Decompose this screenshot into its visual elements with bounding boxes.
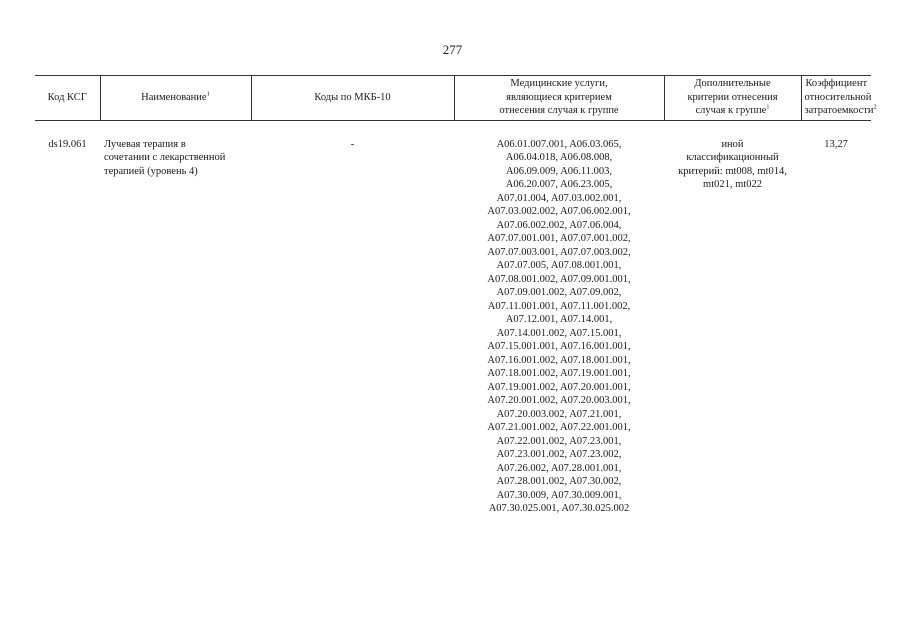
footnote-marker: 1 bbox=[206, 90, 210, 97]
service-line: A07.19.001.002, A07.20.001.001, bbox=[487, 381, 631, 393]
service-line: A07.09.001.002, A07.09.002, bbox=[496, 287, 622, 298]
name-line: терапией (уровень 4) bbox=[104, 165, 198, 177]
mkb-codes-cell: - bbox=[350, 138, 355, 150]
service-line: A07.14.001.002, A07.15.001, bbox=[496, 327, 622, 339]
service-line: A06.09.009, A06.11.003, bbox=[505, 165, 613, 177]
ksg-name-cell bbox=[100, 120, 251, 516]
service-line: A07.30.009, A07.30.009.001, bbox=[496, 489, 622, 501]
footnote-marker: 1 bbox=[766, 103, 770, 111]
additional-criteria-cell bbox=[664, 120, 801, 516]
service-line: A07.21.001.002, A07.22.001.001, bbox=[487, 422, 631, 433]
service-line: A07.26.002, A07.28.001.001, bbox=[496, 462, 622, 474]
medical-services-cell bbox=[454, 120, 664, 516]
ksg-table bbox=[35, 75, 877, 516]
header-coefficient: Коэффициент относительной затратоемкости$^2$ bbox=[801, 76, 871, 121]
header-code: Код КСГ bbox=[35, 76, 100, 121]
service-line: A07.12.001, A07.14.001, bbox=[505, 314, 613, 325]
service-line: A06.01.007.001, A06.03.065, bbox=[496, 138, 622, 150]
header-mkb: Коды по МКБ-10 bbox=[251, 76, 454, 121]
coefficient-cell: 13,27 bbox=[824, 138, 848, 150]
criteria-line: классификационный bbox=[686, 152, 779, 163]
service-line: A07.07.003.001, A07.07.003.002, bbox=[487, 246, 631, 258]
service-line: A07.28.001.002, A07.30.002, bbox=[496, 476, 622, 487]
service-line: A06.04.018, A06.08.008, bbox=[505, 152, 613, 163]
service-line: A07.18.001.002, A07.19.001.001, bbox=[487, 368, 631, 379]
service-line: A07.01.004, A07.03.002.001, bbox=[496, 192, 622, 204]
service-line: A07.23.001.002, A07.23.002, bbox=[496, 449, 622, 460]
service-line: A07.22.001.002, A07.23.001, bbox=[496, 435, 622, 447]
table-row bbox=[35, 120, 871, 516]
service-line: A07.16.001.002, A07.18.001.001, bbox=[487, 354, 631, 366]
name-line: сочетании с лекарственной bbox=[104, 152, 226, 163]
service-line: A07.20.003.002, A07.21.001, bbox=[496, 408, 622, 420]
service-line: A07.08.001.002, A07.09.001.001, bbox=[487, 273, 631, 285]
header-criteria: Дополнительные критерии отнесения случая к группе$^1$ bbox=[664, 76, 801, 121]
service-line: A07.30.025.001, A07.30.025.002 bbox=[488, 503, 630, 514]
table-header-row bbox=[35, 76, 871, 121]
service-line: A07.20.001.002, A07.20.003.001, bbox=[487, 395, 631, 406]
criteria-line: критерий: mt008, mt014, bbox=[678, 165, 787, 177]
criteria-line: mt021, mt022 bbox=[703, 179, 762, 190]
footnote-marker: 2 bbox=[873, 103, 877, 111]
name-line: Лучевая терапия в bbox=[104, 138, 186, 150]
service-line: A07.11.001.001, A07.11.001.002, bbox=[487, 300, 631, 312]
service-line: A06.20.007, A06.23.005, bbox=[505, 179, 613, 190]
service-line: A07.03.002.002, A07.06.002.001, bbox=[487, 206, 631, 217]
service-line: A07.07.005, A07.08.001.001, bbox=[496, 260, 622, 271]
service-line: A07.06.002.002, A07.06.004, bbox=[496, 219, 622, 231]
service-line: A07.15.001.001, A07.16.001.001, bbox=[487, 341, 631, 352]
header-services: Медицинские услуги, являющиеся критерием отнесения случая к группе bbox=[454, 76, 664, 121]
page-number: 277 bbox=[442, 42, 463, 57]
header-name: Наименование$^1$ bbox=[100, 76, 251, 121]
service-line: A07.07.001.001, A07.07.001.002, bbox=[487, 233, 631, 244]
criteria-line: иной bbox=[721, 138, 744, 150]
ksg-code-cell: ds19.061 bbox=[48, 138, 87, 150]
